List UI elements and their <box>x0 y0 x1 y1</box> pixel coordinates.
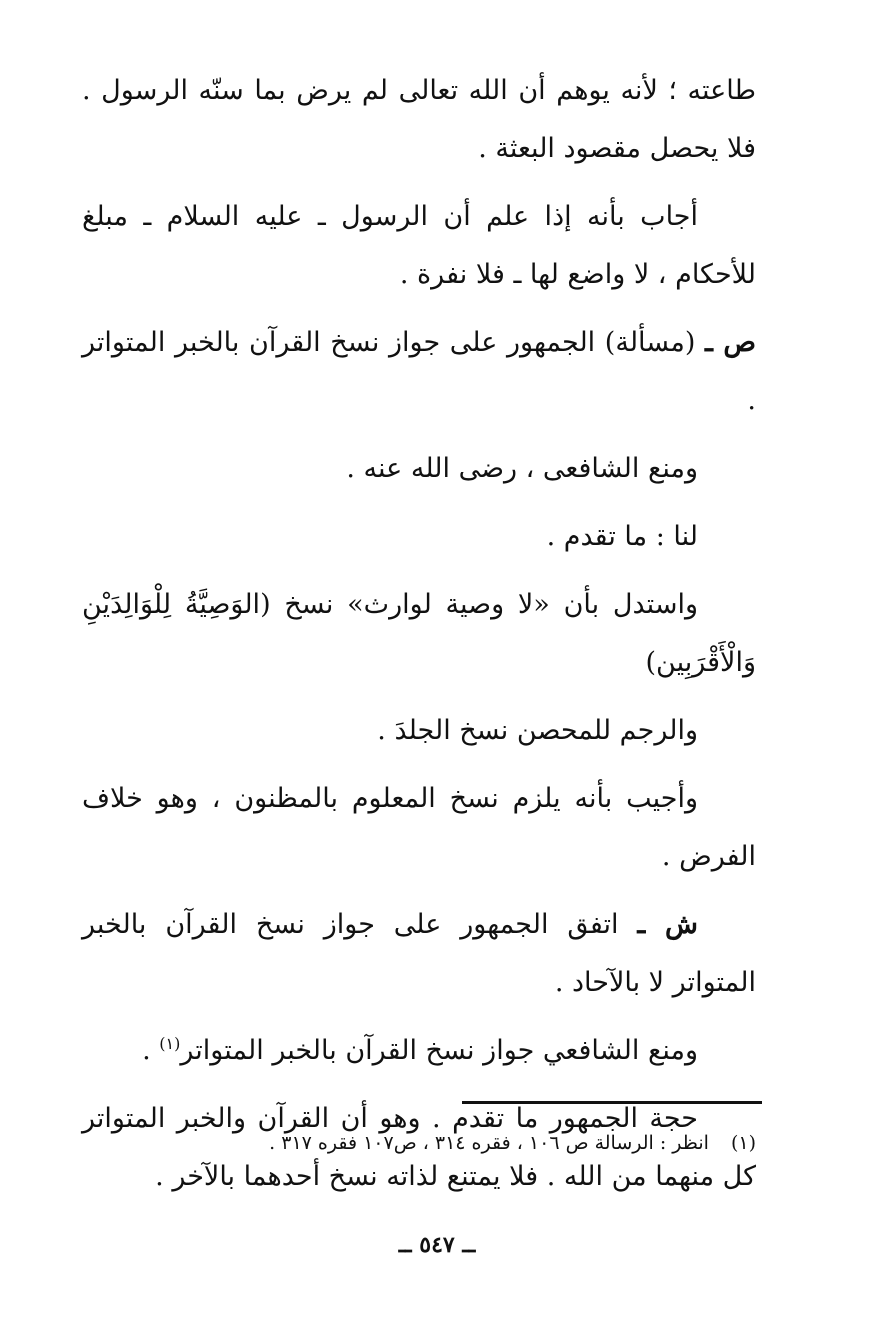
paragraph-9: ش ـ اتفق الجمهور على جواز نسخ القرآن بالخبر المتواتر لا بالآحاد . <box>82 909 756 998</box>
footnote-reference[interactable]: (١) <box>159 1034 181 1053</box>
footnote-number: (١) <box>730 1132 756 1154</box>
section-marker: ص ـ <box>704 327 756 358</box>
paragraph-3: ص ـ (مسألة) الجمهور على جواز نسخ القرآن بالخبر المتواتر . <box>82 327 756 416</box>
paragraph-6: واستدل بأن «لا وصية لوارث» نسخ (الوَصِيَّةُ لِلْوَالِدَيْنِ وَالْأَقْرَبِين) <box>82 589 756 678</box>
paragraph-10: ومنع الشافعي جواز نسخ القرآن بالخبر المتواتر$^{(١)}$ . <box>142 1034 698 1066</box>
paragraph-4: ومنع الشافعى ، رضى الله عنه . <box>346 453 698 484</box>
paragraph-7: والرجم للمحصن نسخ الجلدَ . <box>377 715 698 746</box>
paragraph-2: أجاب بأنه إذا علم أن الرسول ـ عليه السلام ـ مبلغ للأحكام ، لا واضع لها ـ فلا نفرة . <box>82 201 756 290</box>
paragraph-11: حجة الجمهور ما تقدم . وهو أن القرآن والخبر المتواتر كل منهما من الله . فلا يمتنع لذاته نسخ أحدهما بالآخر . <box>82 1103 756 1192</box>
page-number: ــ ٥٤٧ ــ <box>398 1232 476 1258</box>
footnote-text: انظر : الرسالة ص ١٠٦ ، فقره ٣١٤ ، ص١٠٧ فقره ٣١٧ . <box>269 1132 709 1154</box>
footnote-divider <box>462 1101 762 1104</box>
footnote <box>82 1128 756 1158</box>
section-marker: ش ـ <box>637 909 698 940</box>
paragraph-5: لنا : ما تقدم . <box>546 521 698 552</box>
paragraph-1: طاعته ؛ لأنه يوهم أن الله تعالى لم يرض بما سنّه الرسول . فلا يحصل مقصود البعثة . <box>82 75 756 164</box>
paragraph-8: وأجيب بأنه يلزم نسخ المعلوم بالمظنون ، وهو خلاف الفرض . <box>82 783 756 872</box>
